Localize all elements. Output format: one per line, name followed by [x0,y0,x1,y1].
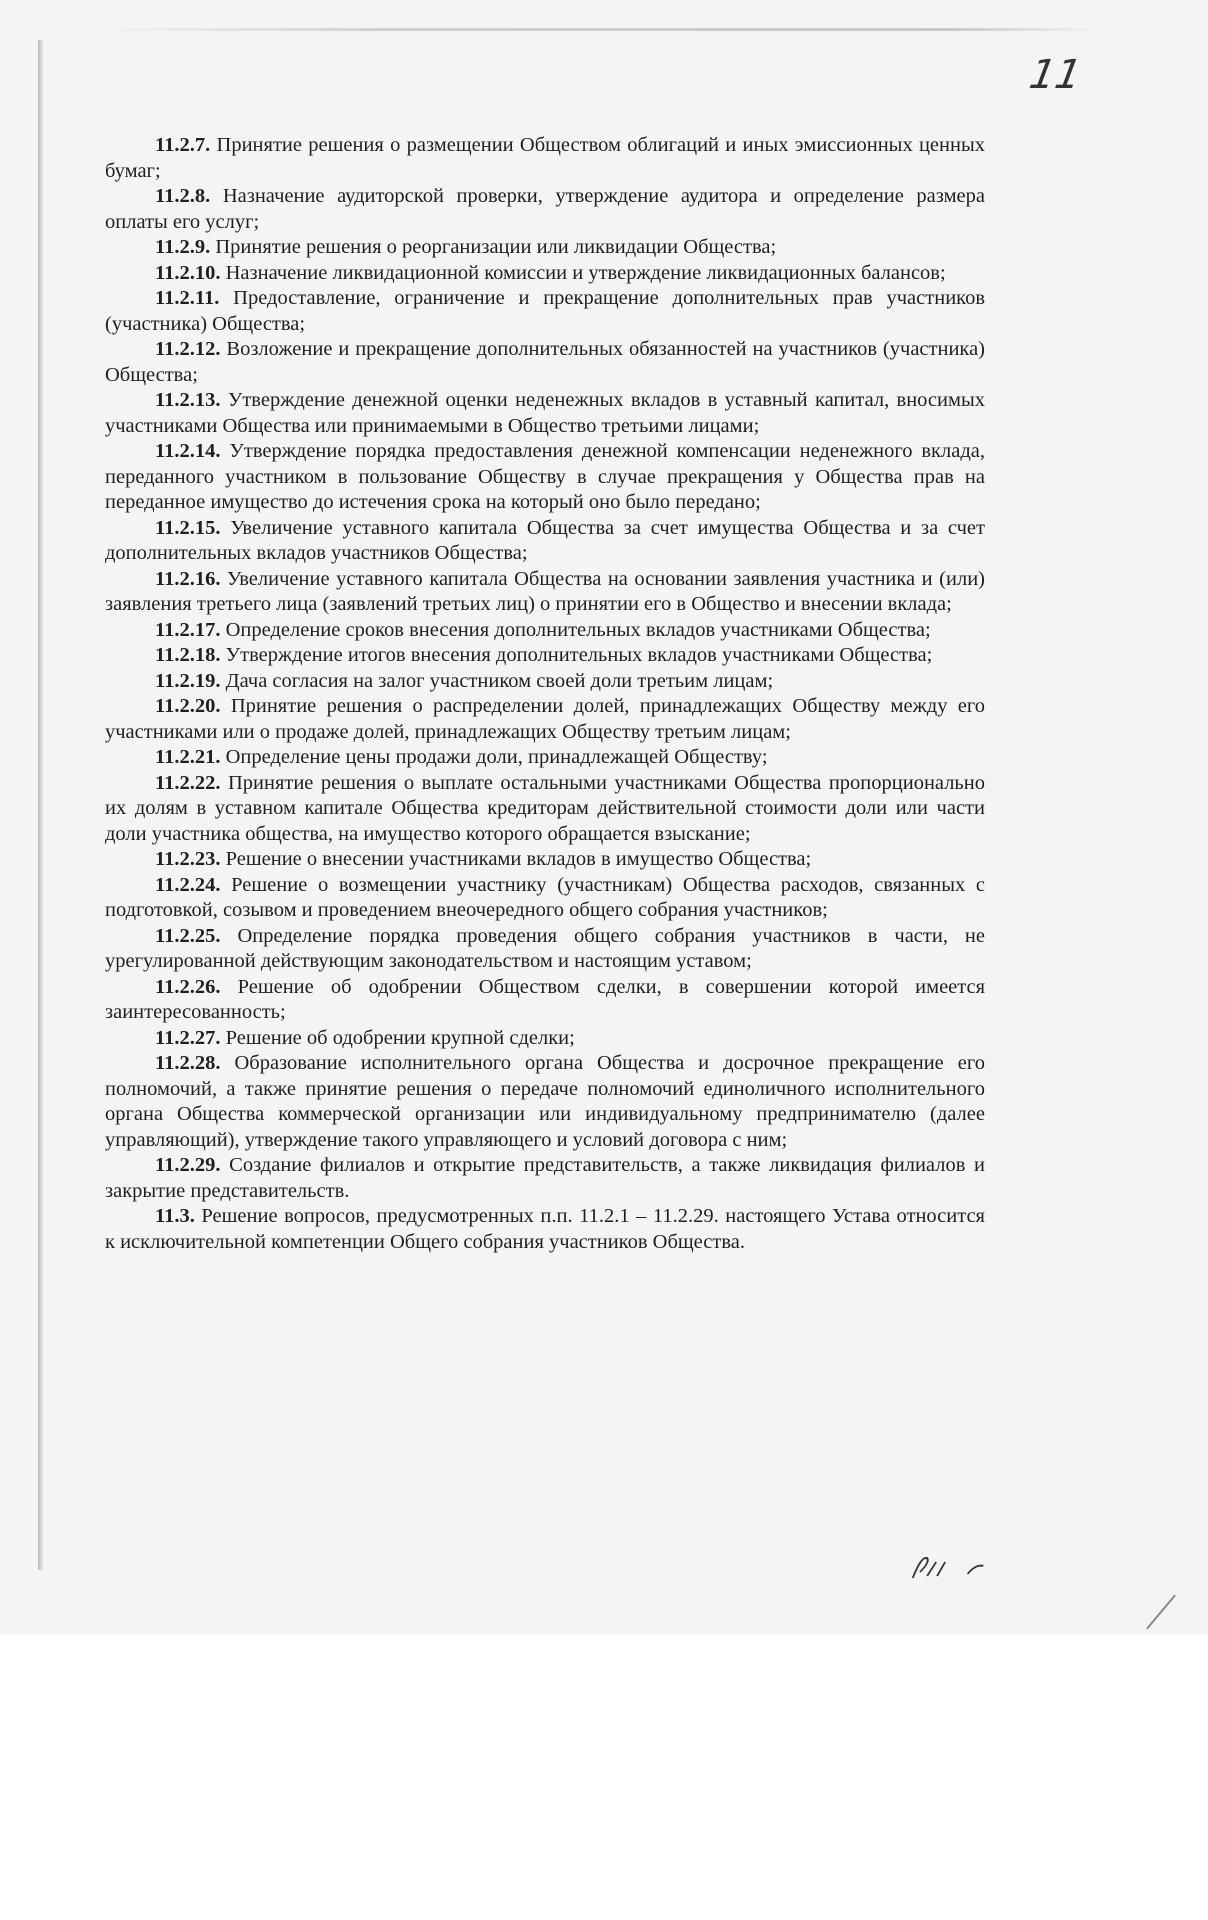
item-text: Назначение аудиторской проверки, утверждение аудитора и определение размера оплаты его услуг; [105,185,986,233]
list-item [105,184,985,235]
item-text: Принятие решения о размещении Обществом облигаций и иных эмиссионных ценных бумаг; [105,134,985,182]
list-item [105,286,985,337]
item-number: 11.2.17. [155,618,221,641]
item-number: 11.3. [155,1205,195,1227]
list-item [105,235,985,261]
document-body [105,133,985,1255]
list-item [105,1051,985,1153]
list-item [105,847,985,873]
signature-scribble [907,1548,996,1588]
list-item [105,516,985,567]
list-item [105,567,985,618]
scan-shadow-left [38,40,44,1570]
item-text: Принятие решения о реорганизации или ликвидации Общества; [215,236,777,258]
item-number: 11.2.20. [155,695,221,717]
scan-corner-mark [1146,1595,1176,1630]
item-text: Утверждение итогов внесения дополнительных вкладов участниками Общества; [225,644,933,666]
item-text: Создание филиалов и открытие представительств, а также ликвидация филиалов и закрытие представительств. [105,1154,985,1202]
item-text: Назначение ликвидационной комиссии и утверждение ликвидационных балансов; [225,261,946,284]
item-number: 11.2.24. [155,873,221,896]
list-item [105,1153,985,1204]
list-item [105,133,985,184]
scan-shadow-top [90,28,1100,31]
item-number: 11.2.16. [155,567,221,590]
item-text: Решение о возмещении участнику (участникам) Общества расходов, связанных с подготовкой, созывом и проведением внеочередного общего собрания участников; [105,873,985,921]
item-number: 11.2.13. [155,389,221,411]
item-number: 11.2.7. [155,134,211,156]
list-item [105,771,985,848]
item-number: 11.2.8. [155,185,211,207]
list-item [105,261,985,287]
list-item [105,643,985,669]
item-number: 11.2.22. [155,771,221,794]
list-item [105,873,985,924]
item-text: Увеличение уставного капитала Общества на основании заявления участника и (или) заявления третьего лица (заявлений третьих лиц) о принятии его в Общество и внесении вклада; [105,567,986,615]
item-number: 11.2.18. [155,644,221,666]
item-text: Принятие решения о выплате остальными участниками Общества пропорционально их долям в уставном капитале Общества кредиторам действительной стоимости доли или части доли участника общества, на имущество которого обращается взыскание; [105,771,985,845]
item-number: 11.2.15. [155,516,221,539]
item-text: Утверждение денежной оценки неденежных вкладов в уставный капитал, вносимых участниками Общества или принимаемыми в Общество третьими лицами; [105,389,985,437]
item-text: Определение цены продажи доли, принадлежащей Обществу; [225,746,768,768]
item-text: Возложение и прекращение дополнительных обязанностей на участников (участника) Общества; [105,338,985,386]
item-number: 11.2.14. [155,440,221,462]
item-number: 11.2.10. [155,261,221,284]
item-number: 11.2.11. [155,287,220,309]
item-number: 11.2.28. [155,1052,221,1074]
item-text: Увеличение уставного капитала Общества за счет имущества Общества и за счет дополнительных вкладов участников Общества; [105,516,985,564]
item-text: Принятие решения о распределении долей, принадлежащих Обществу между его участниками или о продаже долей, принадлежащих Обществу третьим лицам; [105,695,986,743]
handwritten-signature [905,1548,995,1596]
item-number: 11.2.29. [155,1154,221,1176]
item-number: 11.2.26. [155,975,221,998]
item-number: 11.2.9. [155,236,211,258]
item-text: Предоставление, ограничение и прекращение дополнительных прав участников (участника) Общества; [105,287,986,335]
list-item [105,924,985,975]
item-text: Решение об одобрении Обществом сделки, в совершении которой имеется заинтересованность; [105,975,986,1023]
item-text: Утверждение порядка предоставления денежной компенсации неденежного вклада, переданного участником в пользование Обществу в случае прекращения у Общества прав на переданное имущество до истечения срока на который оно было передано; [105,440,985,513]
item-number: 11.2.27. [155,1026,221,1049]
item-text: Дача согласия на залог участником своей доли третьим лицам; [225,669,774,692]
item-text: Образование исполнительного органа Общества и досрочное прекращение его полномочий, а также принятие решения о передаче полномочий единоличного исполнительного органа Общества коммерческой организации или индивидуальному предпринимателю (далее управляющий), утверждение такого управляющего и условий договора с ним; [105,1052,985,1151]
list-item [105,439,985,516]
item-number: 11.2.19. [155,669,221,692]
item-text: Решение об одобрении крупной сделки; [225,1026,575,1049]
item-text: Решение вопросов, предусмотренных п.п. 11.2.1 – 11.2.29. настоящего Устава относится к исключительной компетенции Общего собрания участников Общества. [105,1205,985,1253]
item-text: Решение о внесении участниками вкладов в имущество Общества; [225,848,812,870]
item-number: 11.2.25. [155,924,221,947]
item-text: Определение сроков внесения дополнительных вкладов участниками Общества; [225,618,931,641]
list-item [105,745,985,771]
list-item [105,1026,985,1052]
item-number: 11.2.23. [155,848,221,870]
list-item [105,694,985,745]
list-item [105,1204,985,1255]
list-item [105,669,985,695]
list-item [105,388,985,439]
item-number: 11.2.21. [155,746,221,768]
list-item [105,337,985,388]
list-item [105,618,985,644]
item-number: 11.2.12. [155,338,221,360]
handwritten-page-number: 11 [1025,52,1085,98]
list-item [105,975,985,1026]
item-text: Определение порядка проведения общего собрания участников в части, не урегулированной действующим законодательством и настоящим уставом; [105,924,986,972]
